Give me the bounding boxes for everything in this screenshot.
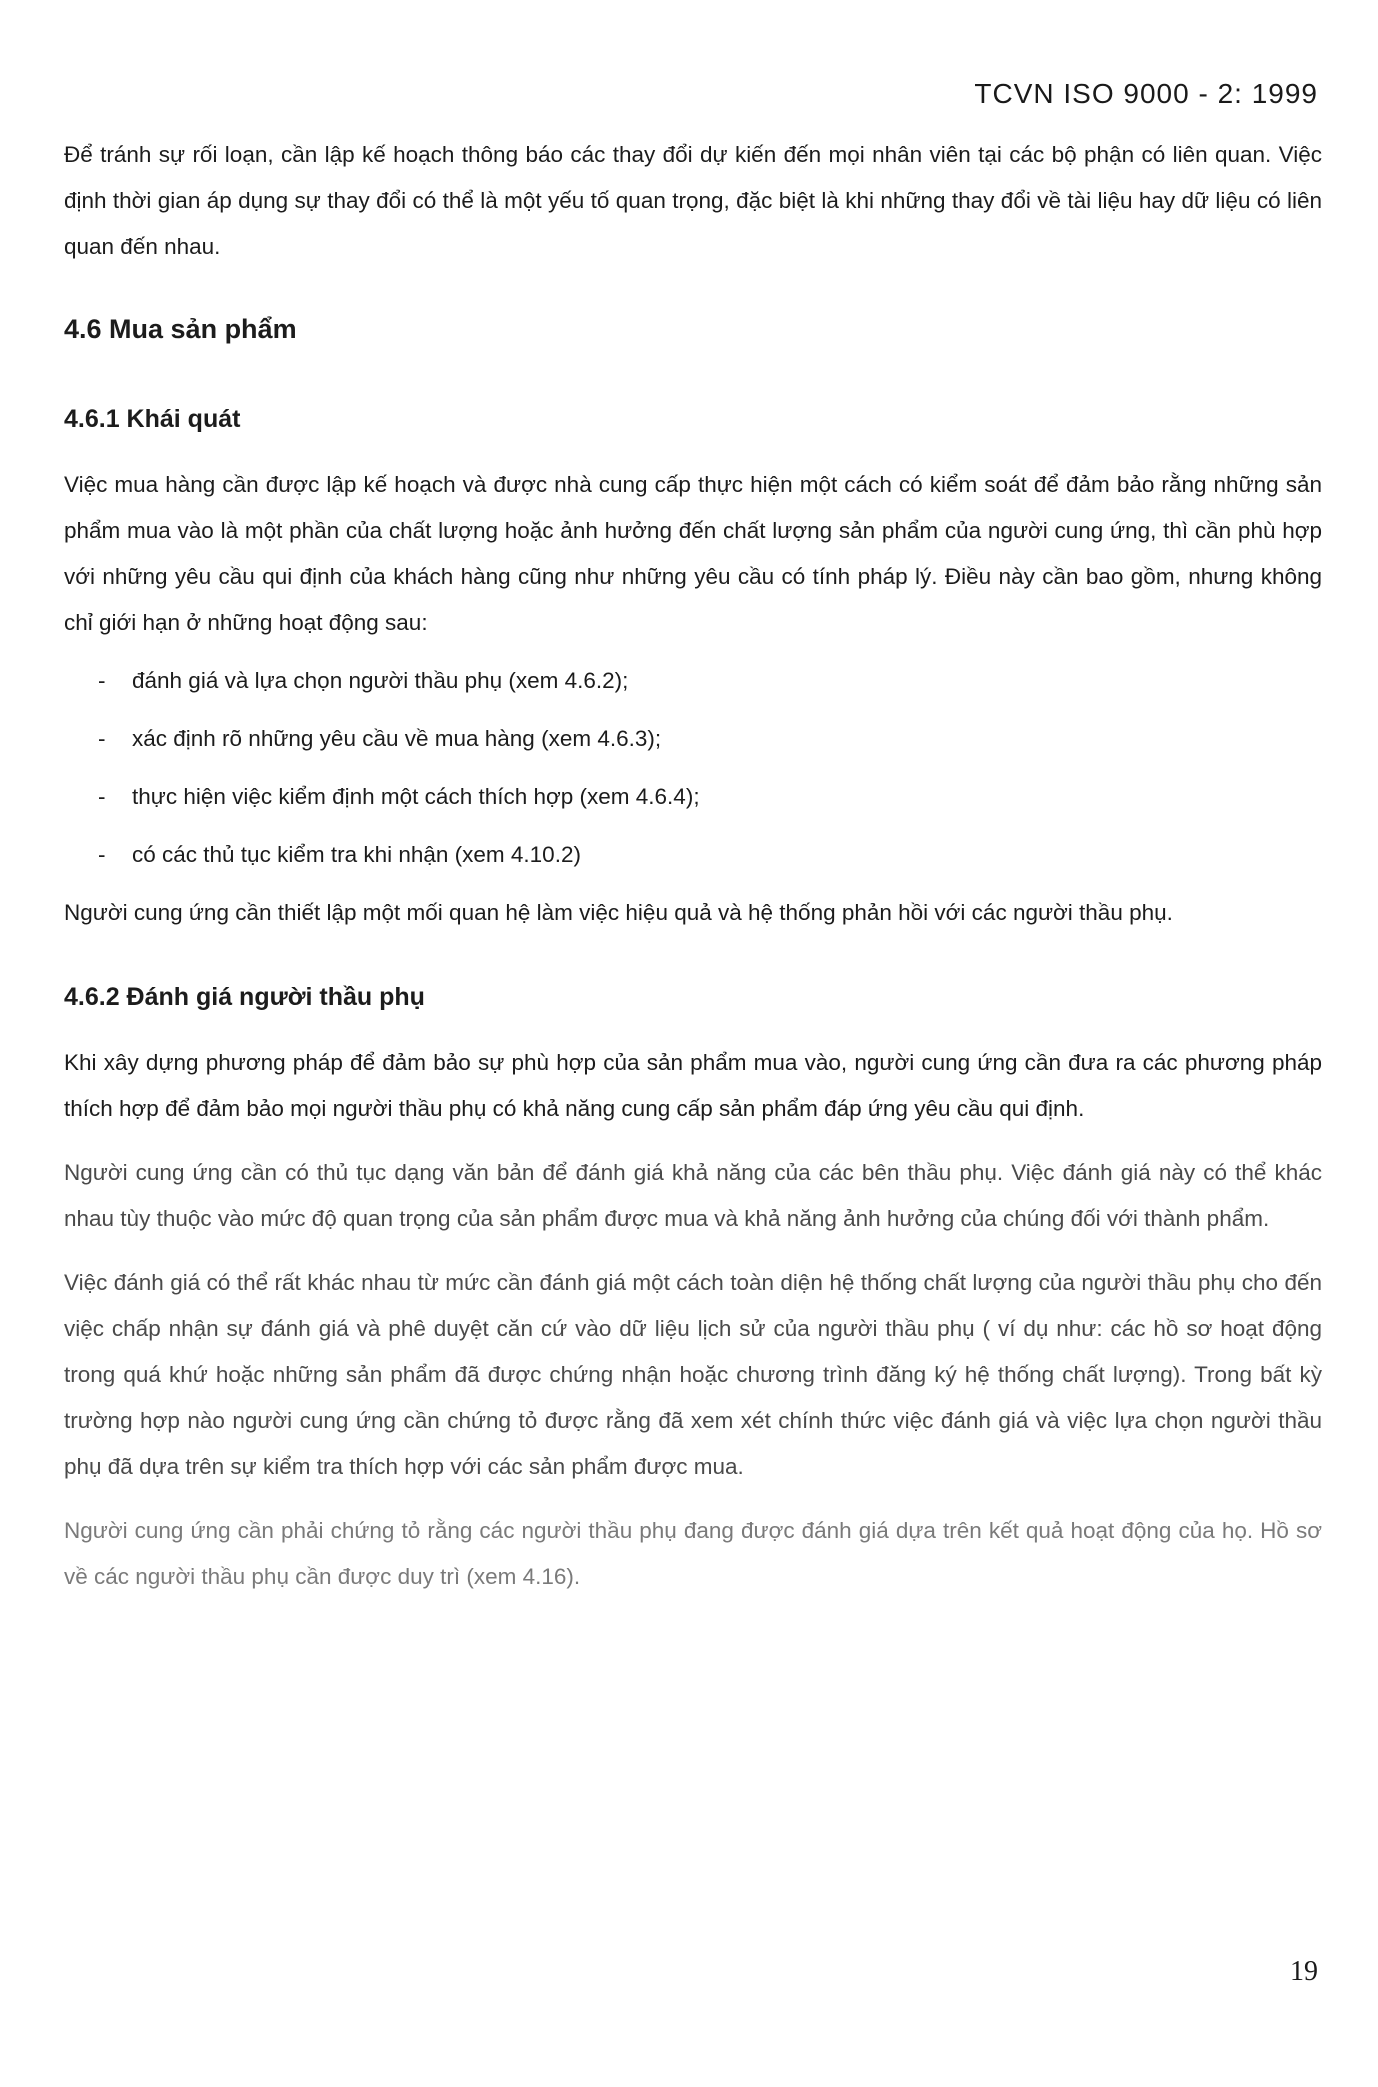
list-item-text: xác định rõ những yêu cầu về mua hàng (xem 4.6.3);	[132, 726, 662, 751]
activity-list	[64, 658, 1322, 878]
assessment-paragraph: Việc đánh giá có thể rất khác nhau từ mức cần đánh giá một cách toàn diện hệ thống chất lượng của người thầu phụ cho đến việc chấp nhận sự đánh giá và phê duyệt căn cứ vào dữ liệu lịch sử của người thầu phụ ( ví dụ như: các hồ sơ hoạt động trong quá khứ hoặc những sản phẩm đã được chứng nhận hoặc chương trình đăng ký hệ thống chất lượng). Trong bất kỳ trường hợp nào người cung ứng cần chứng tỏ được rằng đã xem xét chính thức việc đánh giá và việc lựa chọn người thầu phụ đã dựa trên sự kiểm tra thích hợp với các sản phẩm được mua.	[64, 1270, 1322, 1479]
list-item-text: đánh giá và lựa chọn người thầu phụ (xem 4.6.2);	[132, 668, 629, 693]
intro-paragraph: Để tránh sự rối loạn, cần lập kế hoạch thông báo các thay đổi dự kiến đến mọi nhân viên tại các bộ phận có liên quan. Việc định thời gian áp dụng sự thay đổi có thể là một yếu tố quan trọng, đặc biệt là khi những thay đổi về tài liệu hay dữ liệu có liên quan đến nhau.	[64, 142, 1322, 259]
bullet-dash: -	[98, 668, 106, 693]
list-item	[64, 716, 1322, 762]
general-paragraph: Việc mua hàng cần được lập kế hoạch và được nhà cung cấp thực hiện một cách có kiểm soát để đảm bảo rằng những sản phẩm mua vào là một phần của chất lượng hoặc ảnh hưởng đến chất lượng sản phẩm của người cung ứng, thì cần phù hợp với những yêu cầu qui định của khách hàng cũng như những yêu cầu có tính pháp lý. Điều này cần bao gồm, nhưng không chỉ giới hạn ở những hoạt động sau:	[64, 472, 1322, 635]
section-heading-4-6-1: 4.6.1 Khái quát	[64, 405, 241, 433]
evaluation-paragraph: Khi xây dựng phương pháp để đảm bảo sự phù hợp của sản phẩm mua vào, người cung ứng cần đưa ra các phương pháp thích hợp để đảm bảo mọi người thầu phụ có khả năng cung cấp sản phẩm đáp ứng yêu cầu qui định.	[64, 1050, 1322, 1121]
list-item	[64, 832, 1322, 878]
list-item-text: thực hiện việc kiểm định một cách thích hợp (xem 4.6.4);	[132, 784, 700, 809]
bullet-dash: -	[98, 784, 106, 809]
section-heading-4-6: 4.6 Mua sản phẩm	[64, 314, 297, 344]
section-heading-4-6-2: 4.6.2 Đánh giá người thầu phụ	[64, 983, 425, 1011]
relationship-paragraph: Người cung ứng cần thiết lập một mối quan hệ làm việc hiệu quả và hệ thống phản hồi với các người thầu phụ.	[64, 900, 1173, 925]
page-content	[64, 132, 1322, 1600]
records-paragraph: Người cung ứng cần phải chứng tỏ rằng các người thầu phụ đang được đánh giá dựa trên kết quả hoạt động của họ. Hồ sơ về các người thầu phụ cần được duy trì (xem 4.16).	[64, 1518, 1322, 1589]
procedure-paragraph: Người cung ứng cần có thủ tục dạng văn bản để đánh giá khả năng của các bên thầu phụ. Việc đánh giá này có thể khác nhau tùy thuộc vào mức độ quan trọng của sản phẩm được mua và khả năng ảnh hưởng của chúng đối với thành phẩm.	[64, 1160, 1322, 1231]
bullet-dash: -	[98, 726, 106, 751]
standard-header: TCVN ISO 9000 - 2: 1999	[974, 78, 1318, 109]
bullet-dash: -	[98, 842, 106, 867]
list-item-text: có các thủ tục kiểm tra khi nhận (xem 4.10.2)	[132, 842, 581, 867]
list-item	[64, 658, 1322, 704]
list-item	[64, 774, 1322, 820]
page-number: 19	[1290, 1956, 1318, 1987]
